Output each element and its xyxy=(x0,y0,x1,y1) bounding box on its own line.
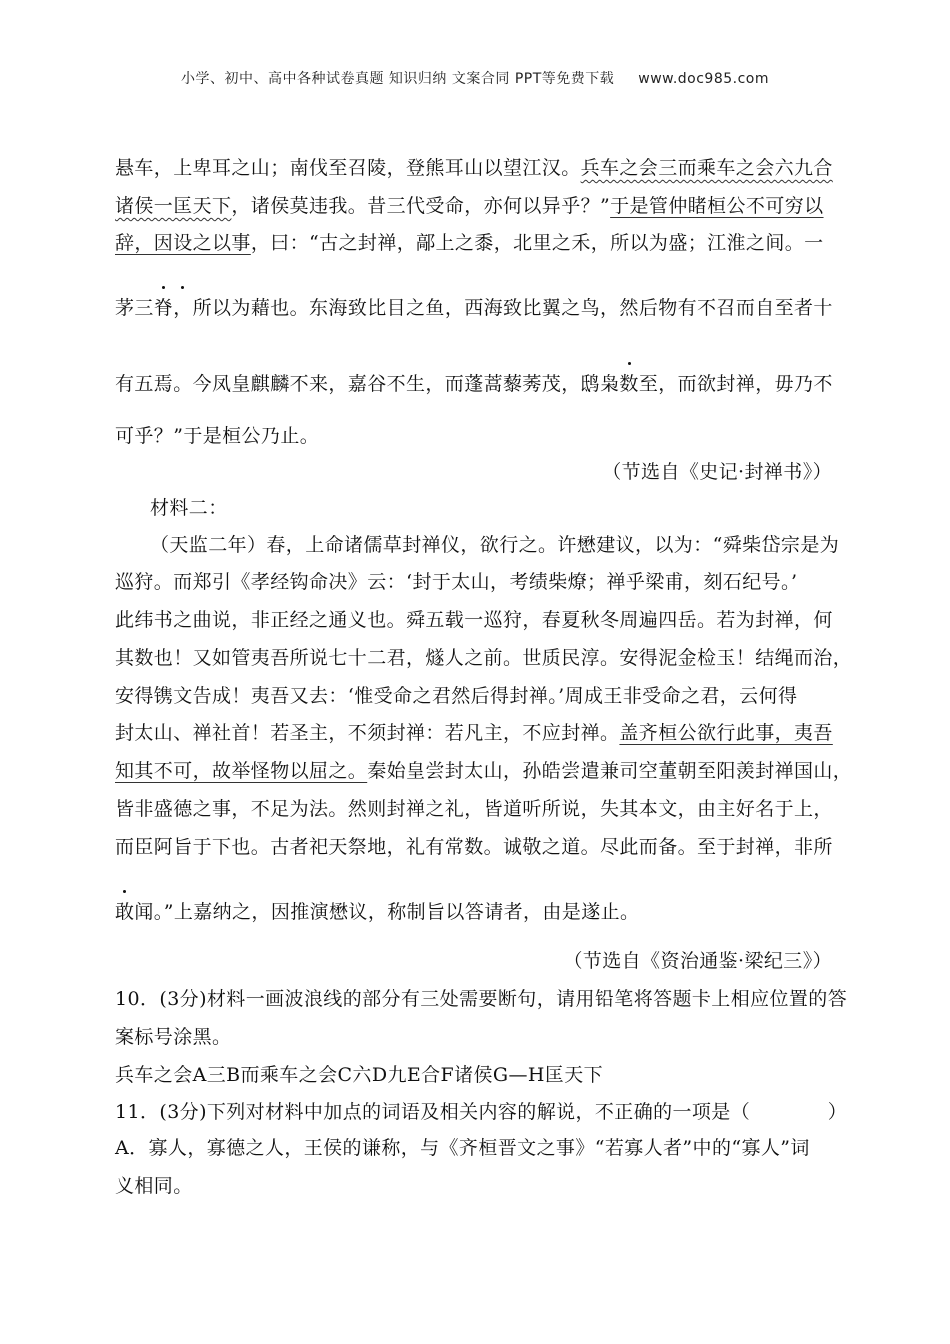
passage2-line-2: 巡狩。而郑引《孝经钩命决》云：‘封于太山，考绩柴燎；禅乎梁甫，刻石纪号。’ xyxy=(115,571,798,593)
passage2-text: 封太山、禅社首！若圣主，不须封禅：若凡主，不应封禅。 xyxy=(115,722,620,744)
passage1-line-5 xyxy=(115,372,833,396)
header-title: 小学、初中、高中各种试卷真题 知识归纳 文案合同 PPT等免费下载 xyxy=(180,71,615,87)
dotted-word: 数 xyxy=(619,373,639,395)
dotted-word: 脊 xyxy=(153,297,174,319)
header-url[interactable]: www.doc985.com xyxy=(638,71,770,87)
question-11-option-a-cont: 义相同。 xyxy=(115,1175,193,1197)
dotted-word: 敢 xyxy=(115,901,135,923)
passage1-text: 茅三 xyxy=(115,297,154,319)
passage1-line-6: 可乎？”于是桓公乃止。 xyxy=(115,425,320,447)
passage1-line-4 xyxy=(115,296,833,320)
underlined-sentence: 于是管仲睹桓公不可穷以 xyxy=(610,195,824,217)
passage2-text: 秦始皇尝封太山，孙皓尝遣兼司空董朝至阳羡封禅国山， xyxy=(367,760,853,782)
question-11-option-a: A．寡人，寡德之人，王侯的谦称，与《齐桓晋文之事》“若寡人者”中的“寡人”词 xyxy=(115,1137,810,1159)
question-11-line-1: 11．(3分)下列对材料中加点的词语及相关内容的解说，不正确的一项是（ ） xyxy=(115,1101,848,1123)
passage1-line-3 xyxy=(115,231,824,255)
passage1-text: ，曰：“古之封禅，鄗上之黍，北里之禾，所以为盛；江淮之间。一 xyxy=(250,232,824,254)
passage2-text: 闻。”上嘉纳之，因推演懋议，称制旨以答请者，由是遂止。 xyxy=(134,901,640,923)
passage1-text: ，诸侯莫违我。昔三代受命，亦何以异乎？” xyxy=(231,195,611,217)
passage2-line-10 xyxy=(115,900,639,924)
passage2-line-4: 其数也！又如管夷吾所说七十二君，燧人之前。世质民淳。安得泥金检玉！结绳而治， xyxy=(115,647,853,669)
passage2-line-8: 皆非盛德之事，不足为法。然则封禅之礼，皆道听所说，失其本文，由主好名于上， xyxy=(115,798,833,820)
passage1-line-1 xyxy=(115,156,833,180)
question-10-line-1: 10．(3分)材料一画波浪线的部分有三处需要断句，请用铅笔将答题卡上相应位置的答 xyxy=(115,988,848,1010)
passage2-line-3: 此纬书之曲说，非正经之通义也。舜五载一巡狩，春夏秋冬周遍四岳。若为封禅，何 xyxy=(115,609,833,631)
passage2-line-9: 而臣阿旨于下也。古者祀天祭地，礼有常数。诚敬之道。尽此而备。至于封禅，非所 xyxy=(115,836,833,858)
passage1-text: 所以为藉也。东海致比目之鱼，西海致比翼之鸟，然后物有不召而自至者十 xyxy=(192,297,833,319)
passage1-source: （节选自《史记·封禅书》） xyxy=(602,461,832,483)
passage2-source: （节选自《资治通鉴·梁纪三》） xyxy=(563,950,832,972)
underlined-sentence: 盖齐桓公欲行此事，夷吾 xyxy=(619,722,833,744)
passage2-line-7 xyxy=(115,759,852,783)
underlined-sentence: 知其不可，故举怪物以屈之。 xyxy=(115,760,368,782)
question-10-options: 兵车之会A三B而乘车之会C六D九E合F诸侯G—H匡天下 xyxy=(115,1064,604,1086)
passage2-heading: 材料二： xyxy=(150,497,228,519)
wavy-underlined-text: 兵车之会三而乘车之会六九合 xyxy=(580,157,833,179)
passage1-text: 有五焉。今凤皇麒麟不来，嘉谷不生，而蓬蒿藜莠茂，鸱枭 xyxy=(115,373,620,395)
dotted-word: ， xyxy=(173,297,193,319)
question-10-line-2: 案标号涂黑。 xyxy=(115,1026,232,1048)
underlined-sentence: 辞，因设之以事 xyxy=(115,232,251,254)
wavy-underlined-text: 诸侯一匡天下 xyxy=(115,195,232,217)
passage2-line-6 xyxy=(115,721,833,745)
passage2-line-1: （天监二年）春，上命诸儒草封禅仪，欲行之。许懋建议，以为：“舜柴岱宗是为 xyxy=(150,534,840,556)
passage1-line-2 xyxy=(115,194,824,218)
passage1-text: 悬车，上卑耳之山；南伐至召陵，登熊耳山以望江汉。 xyxy=(115,157,581,179)
passage2-line-5: 安得镌文告成！夷吾又去：‘惟受命之君然后得封禅。’周成王非受命之君，云何得 xyxy=(115,685,798,707)
passage1-text: 至，而欲封禅，毋乃不 xyxy=(638,373,833,395)
page-header xyxy=(0,68,950,88)
